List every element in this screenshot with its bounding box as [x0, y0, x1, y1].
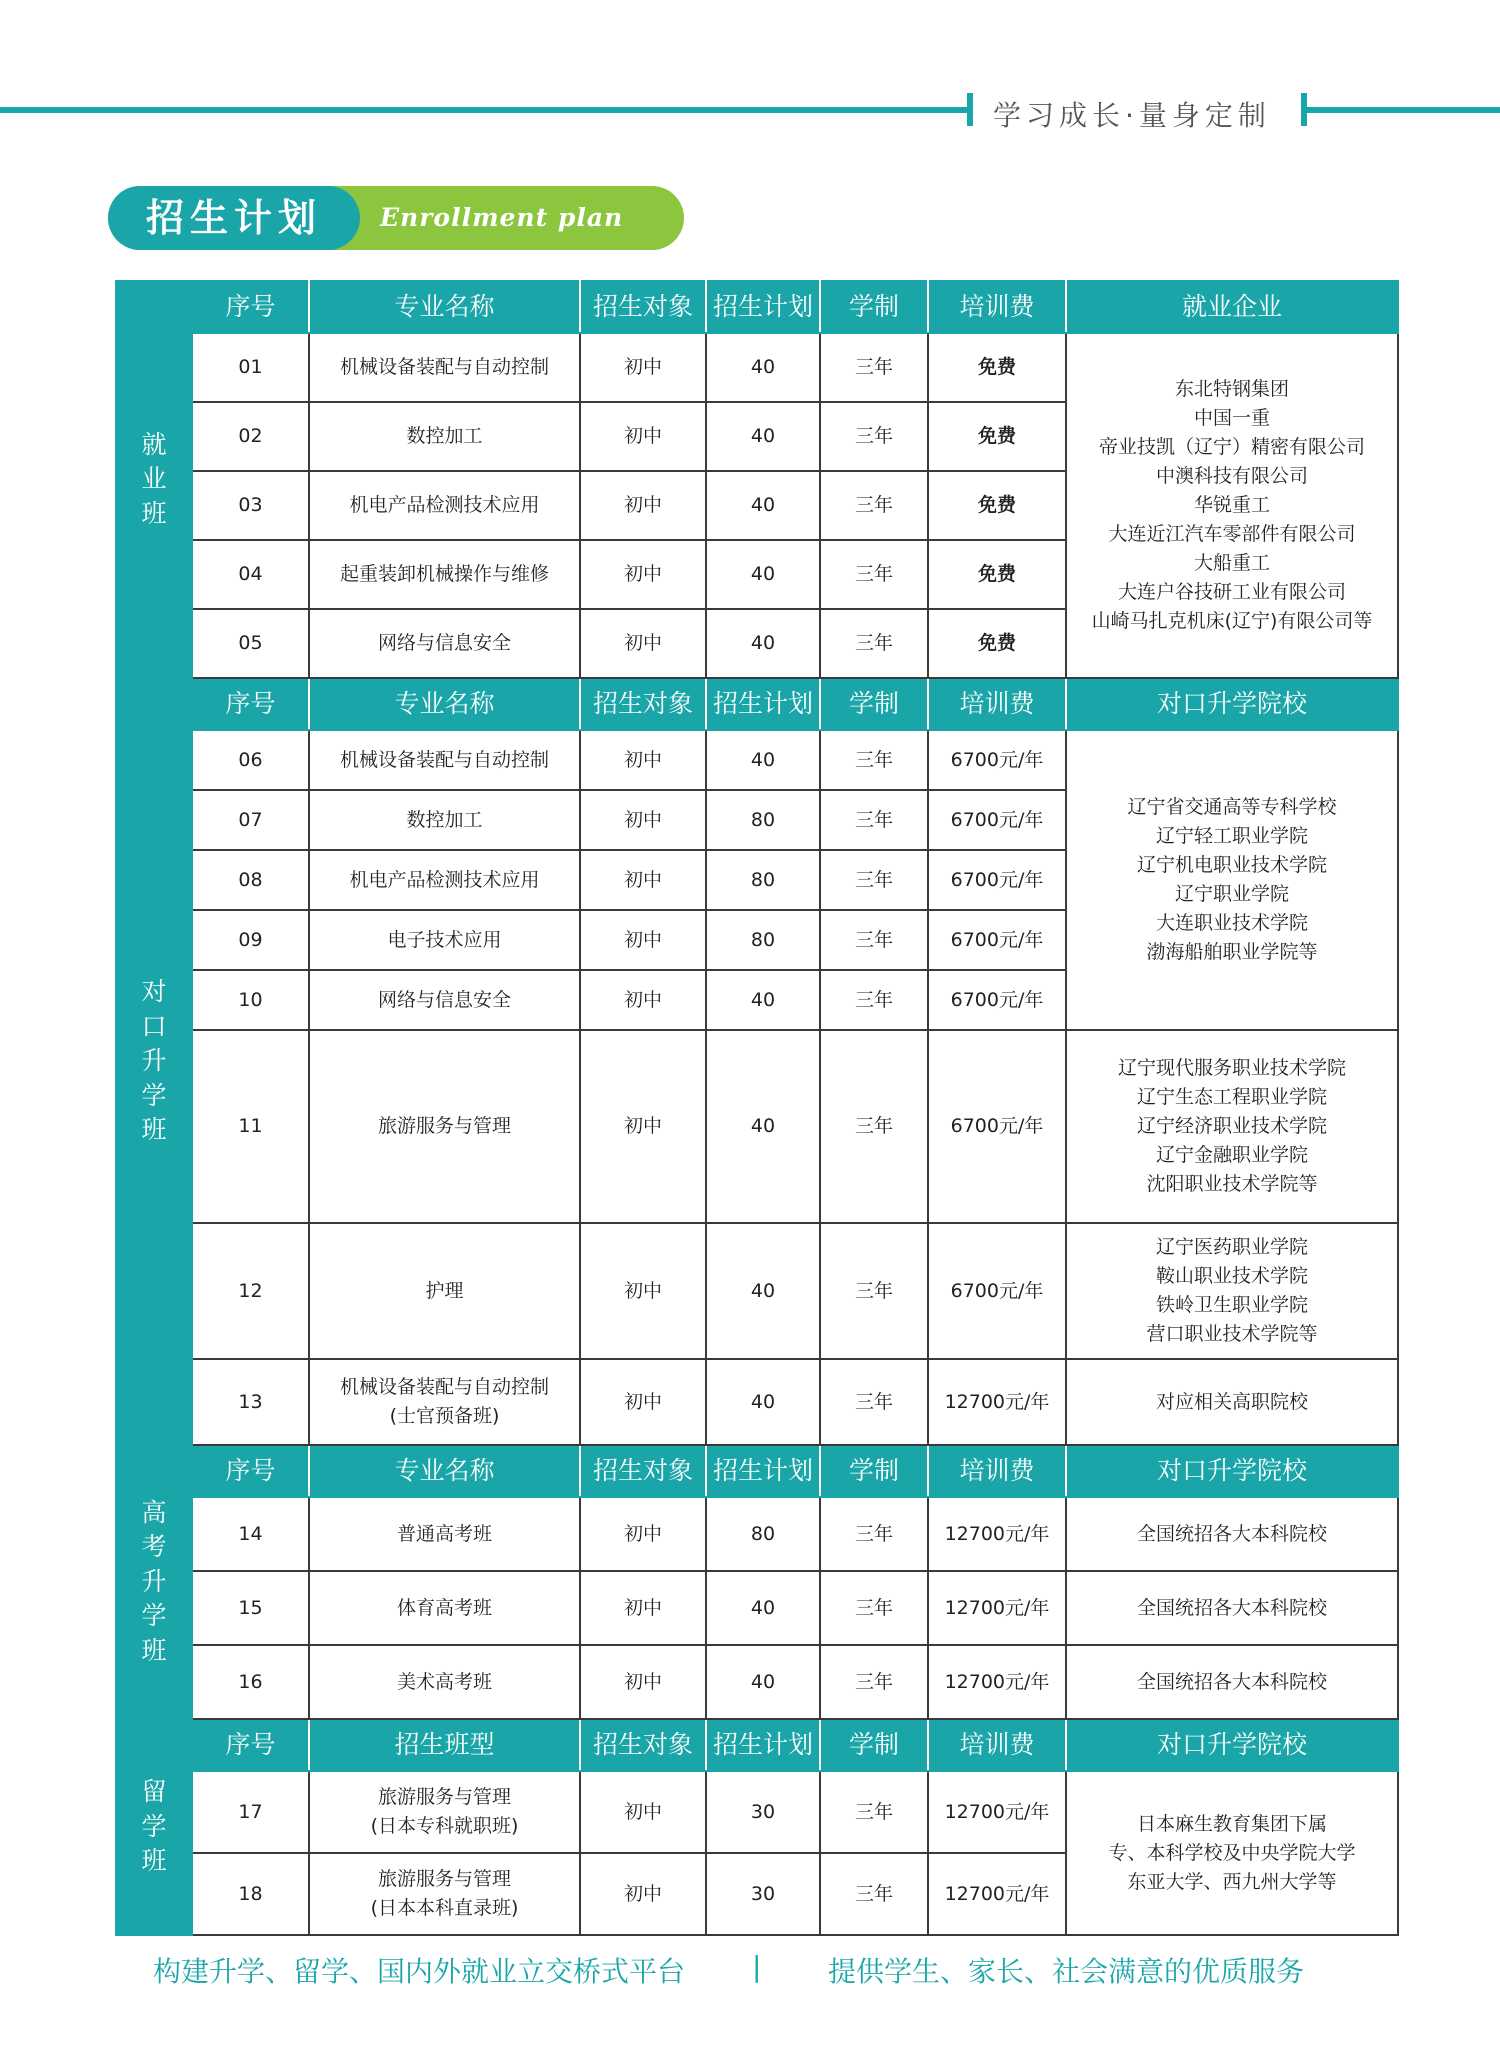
cell-major: 机械设备装配与自动控制 — [309, 730, 580, 790]
cell-fee: 免费 — [928, 609, 1066, 678]
cell-target: 初中 — [580, 850, 706, 910]
cell-duration: 三年 — [820, 1853, 928, 1935]
cell-major: 机电产品检测技术应用 — [309, 471, 580, 540]
cell-target: 初中 — [580, 790, 706, 850]
footer-separator: | — [752, 1950, 762, 1983]
cell-duration: 三年 — [820, 1497, 928, 1571]
section-title-pill — [108, 186, 684, 250]
cell-abroad-schools — [1066, 1771, 1398, 1935]
cell-plan: 40 — [706, 970, 820, 1030]
cell-plan: 30 — [706, 1853, 820, 1935]
major-line-note: (士官预备班) — [389, 1405, 500, 1427]
cell-target: 初中 — [580, 609, 706, 678]
cell-fee: 免费 — [928, 471, 1066, 540]
table-header-counterpart — [116, 678, 1398, 730]
cell-major: 体育高考班 — [309, 1571, 580, 1645]
header-seq: 序号 — [192, 1445, 309, 1497]
cell-school: 全国统招各大本科院校 — [1066, 1645, 1398, 1719]
table-row — [116, 1571, 1398, 1645]
header-seq: 序号 — [192, 678, 309, 730]
cell-target: 初中 — [580, 402, 706, 471]
school-item: 沈阳职业技术学院等 — [1146, 1173, 1318, 1195]
table-row — [116, 1223, 1398, 1359]
cell-major: 起重装卸机械操作与维修 — [309, 540, 580, 609]
cell-target: 初中 — [580, 1359, 706, 1445]
header-major: 专业名称 — [309, 1445, 580, 1497]
cell-plan: 80 — [706, 910, 820, 970]
cell-fee: 12700元/年 — [928, 1645, 1066, 1719]
cell-fee: 免费 — [928, 333, 1066, 402]
cell-fee: 6700元/年 — [928, 790, 1066, 850]
cell-fee: 12700元/年 — [928, 1497, 1066, 1571]
cell-seq: 16 — [192, 1645, 309, 1719]
cell-duration: 三年 — [820, 850, 928, 910]
header-target: 招生对象 — [580, 678, 706, 730]
school-item: 辽宁轻工职业学院 — [1155, 825, 1308, 847]
cell-seq: 03 — [192, 471, 309, 540]
section-title-cn: 招生计划 — [108, 186, 360, 250]
cell-plan: 40 — [706, 1223, 820, 1359]
group-label-counterpart: 对口升学班 — [116, 678, 192, 1445]
cell-target: 初中 — [580, 333, 706, 402]
cell-major: 电子技术应用 — [309, 910, 580, 970]
school-item: 辽宁现代服务职业技术学院 — [1117, 1057, 1346, 1079]
cell-seq: 13 — [192, 1359, 309, 1445]
cell-target: 初中 — [580, 730, 706, 790]
table-header-abroad — [116, 1719, 1398, 1771]
cell-seq: 11 — [192, 1030, 309, 1223]
header-school: 对口升学院校 — [1066, 1719, 1398, 1771]
cell-target: 初中 — [580, 970, 706, 1030]
employer-item: 帝业技凯（辽宁）精密有限公司 — [1098, 436, 1365, 458]
cell-schools-c — [1066, 1223, 1398, 1359]
cell-fee: 6700元/年 — [928, 910, 1066, 970]
header-employer: 就业企业 — [1066, 281, 1398, 333]
school-item: 辽宁金融职业学院 — [1155, 1144, 1308, 1166]
employer-item: 大连户谷技研工业有限公司 — [1117, 581, 1346, 603]
employer-item: 中国一重 — [1193, 407, 1270, 429]
cell-seq: 10 — [192, 970, 309, 1030]
cell-duration: 三年 — [820, 540, 928, 609]
cell-plan: 40 — [706, 471, 820, 540]
employer-item: 大连近江汽车零部件有限公司 — [1108, 523, 1356, 545]
cell-major: 旅游服务与管理 — [309, 1030, 580, 1223]
cell-target: 初中 — [580, 910, 706, 970]
school-item: 辽宁省交通高等专科学校 — [1127, 796, 1337, 818]
cell-seq: 07 — [192, 790, 309, 850]
cell-target: 初中 — [580, 1771, 706, 1853]
school-item: 辽宁经济职业技术学院 — [1136, 1115, 1327, 1137]
school-item: 辽宁职业学院 — [1174, 883, 1289, 905]
header-duration: 学制 — [820, 1719, 928, 1771]
table-row — [116, 730, 1398, 790]
cell-target: 初中 — [580, 1645, 706, 1719]
header-target: 招生对象 — [580, 281, 706, 333]
school-item: 日本麻生教育集团下属 — [1136, 1812, 1327, 1835]
enrollment-table — [115, 280, 1399, 1936]
cell-duration: 三年 — [820, 1359, 928, 1445]
cell-duration: 三年 — [820, 730, 928, 790]
cell-plan: 40 — [706, 402, 820, 471]
cell-duration: 三年 — [820, 790, 928, 850]
cell-major: 普通高考班 — [309, 1497, 580, 1571]
cell-seq: 12 — [192, 1223, 309, 1359]
school-item: 东亚大学、西九州大学等 — [1127, 1870, 1337, 1893]
school-item: 大连职业技术学院 — [1155, 912, 1308, 934]
header-duration: 学制 — [820, 678, 928, 730]
cell-seq: 09 — [192, 910, 309, 970]
school-item: 辽宁生态工程职业学院 — [1136, 1086, 1327, 1108]
major-line-note: (日本本科直录班) — [370, 1897, 519, 1919]
cell-major: 数控加工 — [309, 790, 580, 850]
header-seq: 序号 — [192, 1719, 309, 1771]
cell-major: 美术高考班 — [309, 1645, 580, 1719]
cell-plan: 40 — [706, 540, 820, 609]
header-school: 对口升学院校 — [1066, 678, 1398, 730]
header-school: 对口升学院校 — [1066, 1445, 1398, 1497]
group-label-gaokao: 高考升学班 — [116, 1445, 192, 1719]
cell-schools-a — [1066, 730, 1398, 1030]
cell-employers — [1066, 333, 1398, 678]
table-row — [116, 1497, 1398, 1571]
header-seq: 序号 — [192, 281, 309, 333]
cell-plan: 40 — [706, 1645, 820, 1719]
cell-target: 初中 — [580, 540, 706, 609]
major-line: 旅游服务与管理 — [377, 1786, 511, 1808]
cell-duration: 三年 — [820, 970, 928, 1030]
cell-plan: 40 — [706, 1359, 820, 1445]
cell-seq: 15 — [192, 1571, 309, 1645]
cell-duration: 三年 — [820, 333, 928, 402]
major-line: 机械设备装配与自动控制 — [339, 1376, 549, 1398]
table-row — [116, 333, 1398, 402]
header-class-type: 招生班型 — [309, 1719, 580, 1771]
table-row — [116, 1030, 1398, 1223]
cell-plan: 80 — [706, 850, 820, 910]
header-plan: 招生计划 — [706, 1719, 820, 1771]
header-fee: 培训费 — [928, 281, 1066, 333]
header-duration: 学制 — [820, 281, 928, 333]
cell-target: 初中 — [580, 471, 706, 540]
cell-plan: 40 — [706, 1030, 820, 1223]
school-item: 专、本科学校及中央学院大学 — [1108, 1841, 1356, 1864]
cell-target: 初中 — [580, 1571, 706, 1645]
cell-fee: 免费 — [928, 402, 1066, 471]
cell-class-type — [309, 1771, 580, 1853]
cell-major: 机电产品检测技术应用 — [309, 850, 580, 910]
cell-major: 护理 — [309, 1223, 580, 1359]
employer-item: 东北特钢集团 — [1174, 378, 1289, 400]
cell-school: 全国统招各大本科院校 — [1066, 1497, 1398, 1571]
cell-plan: 40 — [706, 1571, 820, 1645]
cell-seq: 04 — [192, 540, 309, 609]
table-row — [116, 1645, 1398, 1719]
top-rule-right — [1304, 107, 1500, 113]
cell-fee: 12700元/年 — [928, 1853, 1066, 1935]
cell-major: 数控加工 — [309, 402, 580, 471]
cell-fee: 6700元/年 — [928, 970, 1066, 1030]
cell-fee: 免费 — [928, 540, 1066, 609]
cell-schools-b — [1066, 1030, 1398, 1223]
employer-item: 中澳科技有限公司 — [1155, 465, 1308, 487]
table-header-gaokao — [116, 1445, 1398, 1497]
cell-duration: 三年 — [820, 1030, 928, 1223]
cell-seq: 06 — [192, 730, 309, 790]
cell-plan: 30 — [706, 1771, 820, 1853]
header-fee: 培训费 — [928, 1719, 1066, 1771]
employer-item: 大船重工 — [1193, 552, 1270, 574]
employer-item: 华锐重工 — [1193, 494, 1270, 516]
cell-plan: 40 — [706, 609, 820, 678]
school-item: 鞍山职业技术学院 — [1155, 1265, 1308, 1287]
footer-slogan-left: 构建升学、留学、国内外就业立交桥式平台 — [153, 1955, 686, 1988]
header-major: 专业名称 — [309, 281, 580, 333]
cell-duration: 三年 — [820, 609, 928, 678]
header-major: 专业名称 — [309, 678, 580, 730]
cell-target: 初中 — [580, 1853, 706, 1935]
cell-duration: 三年 — [820, 1571, 928, 1645]
cell-major — [309, 1359, 580, 1445]
header-target: 招生对象 — [580, 1719, 706, 1771]
cell-duration: 三年 — [820, 1645, 928, 1719]
cell-major: 网络与信息安全 — [309, 970, 580, 1030]
cell-target: 初中 — [580, 1223, 706, 1359]
cell-duration: 三年 — [820, 1223, 928, 1359]
top-tick-left — [967, 93, 973, 126]
cell-fee: 12700元/年 — [928, 1359, 1066, 1445]
cell-seq: 14 — [192, 1497, 309, 1571]
cell-duration: 三年 — [820, 471, 928, 540]
cell-major: 网络与信息安全 — [309, 609, 580, 678]
cell-plan: 40 — [706, 333, 820, 402]
cell-school: 全国统招各大本科院校 — [1066, 1571, 1398, 1645]
cell-plan: 80 — [706, 1497, 820, 1571]
school-item: 铁岭卫生职业学院 — [1155, 1294, 1308, 1316]
cell-fee: 6700元/年 — [928, 850, 1066, 910]
cell-seq: 02 — [192, 402, 309, 471]
table-row — [116, 1359, 1398, 1445]
header-fee: 培训费 — [928, 678, 1066, 730]
school-item: 渤海船舶职业学院等 — [1146, 941, 1318, 963]
cell-fee: 6700元/年 — [928, 1223, 1066, 1359]
header-duration: 学制 — [820, 1445, 928, 1497]
section-title-en: Enrollment plan — [380, 203, 624, 232]
cell-duration: 三年 — [820, 402, 928, 471]
group-label-abroad: 留学班 — [116, 1719, 192, 1935]
top-rule-left — [0, 107, 970, 113]
cell-fee: 6700元/年 — [928, 1030, 1066, 1223]
cell-seq: 01 — [192, 333, 309, 402]
cell-fee: 12700元/年 — [928, 1771, 1066, 1853]
cell-plan: 40 — [706, 730, 820, 790]
employer-item: 山崎马扎克机床(辽宁)有限公司等 — [1091, 610, 1373, 632]
header-plan: 招生计划 — [706, 678, 820, 730]
header-plan: 招生计划 — [706, 1445, 820, 1497]
group-label-employment: 就业班 — [116, 281, 192, 678]
cell-fee: 12700元/年 — [928, 1571, 1066, 1645]
major-line: 旅游服务与管理 — [377, 1868, 511, 1890]
cell-seq: 08 — [192, 850, 309, 910]
header-slogan: 学习成长·量身定制 — [993, 99, 1271, 132]
school-item: 辽宁医药职业学院 — [1155, 1236, 1308, 1258]
cell-class-type — [309, 1853, 580, 1935]
major-line-note: (日本专科就职班) — [370, 1815, 519, 1837]
footer — [0, 1950, 1500, 1990]
cell-plan: 80 — [706, 790, 820, 850]
footer-slogan-right: 提供学生、家长、社会满意的优质服务 — [828, 1955, 1305, 1988]
cell-fee: 6700元/年 — [928, 730, 1066, 790]
cell-target: 初中 — [580, 1497, 706, 1571]
cell-duration: 三年 — [820, 910, 928, 970]
cell-target: 初中 — [580, 1030, 706, 1223]
school-item: 营口职业技术学院等 — [1146, 1323, 1318, 1345]
cell-duration: 三年 — [820, 1771, 928, 1853]
school-item: 辽宁机电职业技术学院 — [1136, 854, 1327, 876]
cell-seq: 05 — [192, 609, 309, 678]
cell-school: 对应相关高职院校 — [1066, 1359, 1398, 1445]
header-plan: 招生计划 — [706, 281, 820, 333]
header-fee: 培训费 — [928, 1445, 1066, 1497]
table-header-employment — [116, 281, 1398, 333]
cell-seq: 18 — [192, 1853, 309, 1935]
cell-seq: 17 — [192, 1771, 309, 1853]
cell-major: 机械设备装配与自动控制 — [309, 333, 580, 402]
table-row — [116, 1771, 1398, 1853]
header-target: 招生对象 — [580, 1445, 706, 1497]
